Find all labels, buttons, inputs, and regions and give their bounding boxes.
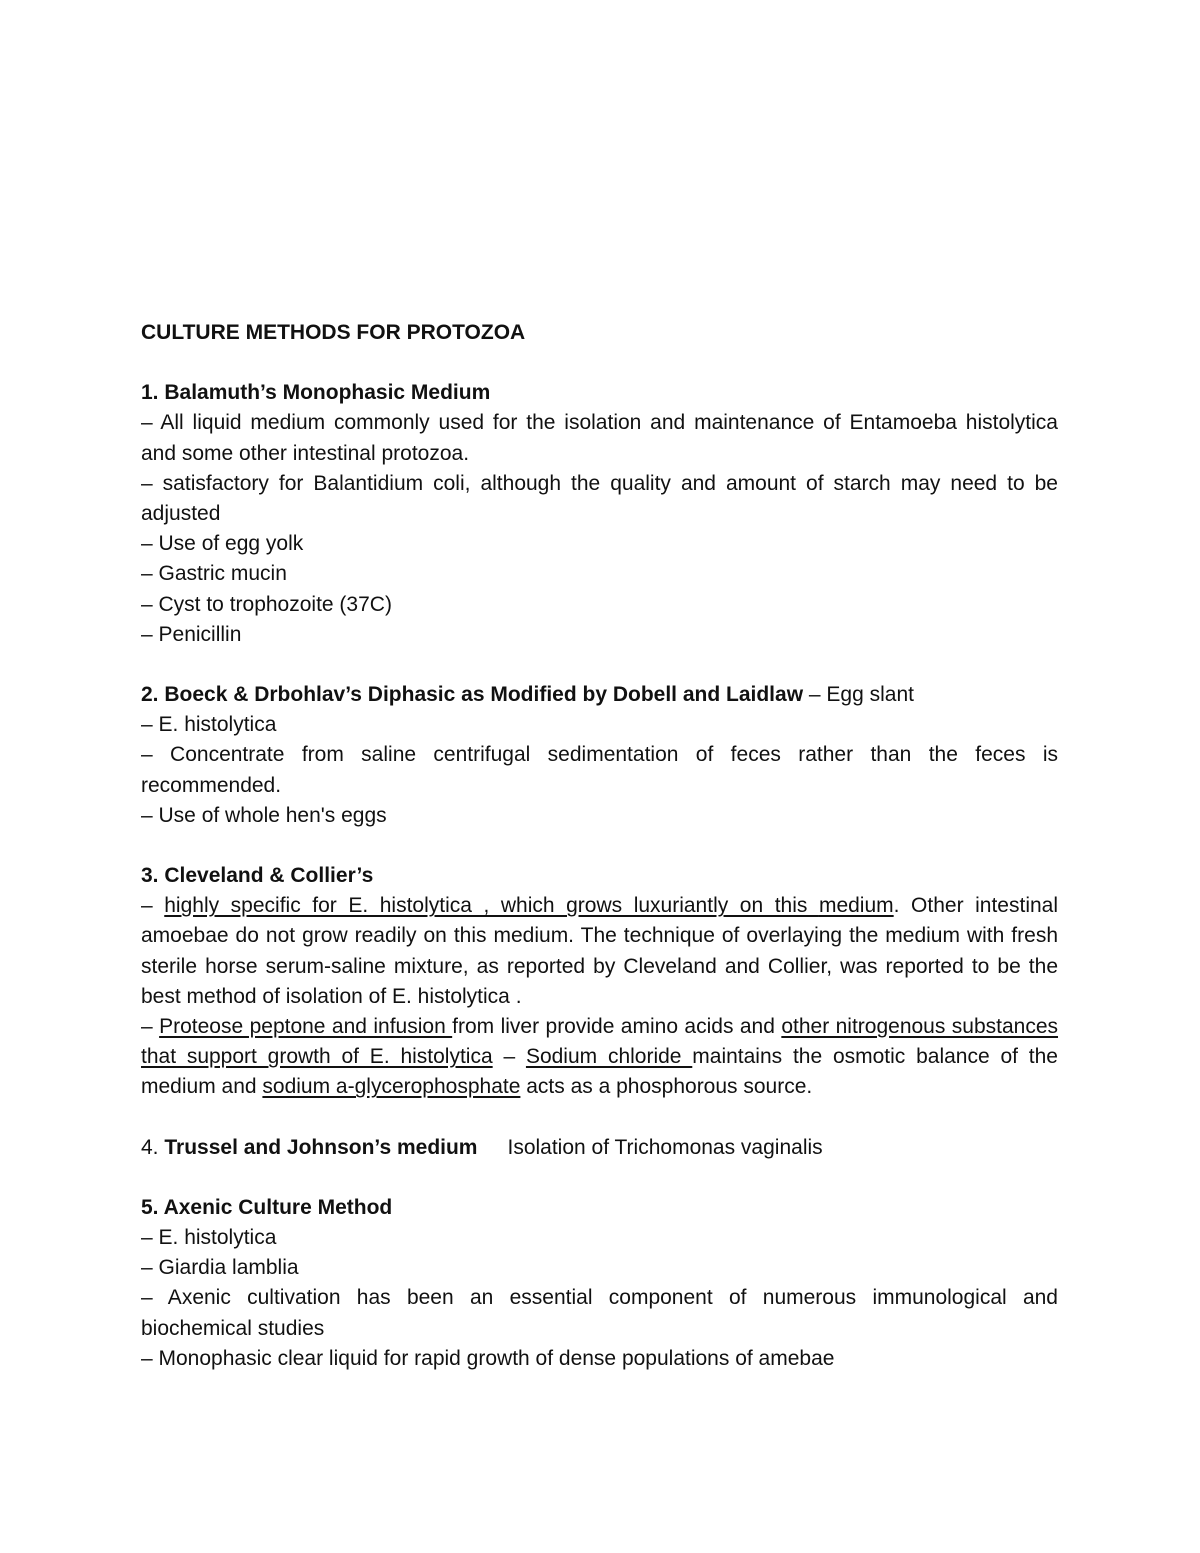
section-number: 4. [141,1135,165,1159]
section-trussel-johnson [141,1133,1058,1163]
text-run: acts as a phosphorous source. [520,1075,813,1099]
underlined-text: Proteose peptone and infusion [159,1015,453,1039]
underlined-text: highly specific for E. histolytica , which grows luxuriantly on this [164,894,819,918]
list-item: – Axenic cultivation has been an essential component of numerous immunological and biochemical studies [141,1286,1058,1340]
underlined-text: medium [818,894,894,918]
list-item: – Gastric mucin [141,562,287,586]
text-run: . Other intestinal amoebae do not grow readily on this medium. The technique of overlaying the medium with fresh sterile horse serum-saline mixture, as reported by Cleveland and Collier, was reported to be the best method of isolation of E. histolytica . [141,894,1059,1008]
list-item: – E. histolytica [141,1226,277,1250]
underlined-text: other nitrogenous substances that support growth of E. histolytica [141,1015,1059,1069]
list-item: – Concentrate from saline centrifugal sedimentation of feces rather than the feces is recommended. [141,743,1058,797]
dash: – [141,1015,160,1039]
list-item: – Use of egg yolk [141,532,304,556]
section-boeck-drbohlav [141,680,1058,831]
document-body [141,318,1058,1374]
paragraph [141,891,1058,1012]
section-heading-row [141,1133,1058,1163]
heading-note: – Egg slant [803,683,914,707]
underlined-text: sodium a-glycerophosphate [262,1075,521,1099]
list-item: – Cyst to trophozoite (37C) [141,592,392,616]
section-heading: 2. Boeck & Drbohlav’s Diphasic as Modified by Dobell and Laidlaw [141,683,804,707]
underlined-text: Sodium chloride [525,1045,693,1069]
list-item: – Monophasic clear liquid for rapid growth of dense populations of amebae [141,1346,835,1370]
text-run: maintains the osmotic balance of the medium and [141,1045,1058,1099]
section-heading: 5. Axenic Culture Method [141,1195,393,1219]
text-run: – [492,1045,526,1069]
list-item: – satisfactory for Balantidium coli, although the quality and amount of starch may need to be adjusted [141,471,1058,526]
section-axenic [141,1193,1058,1374]
section-heading: 1. Balamuth’s Monophasic Medium [141,381,491,405]
paragraph [141,1012,1058,1103]
section-heading: Trussel and Johnson’s medium [164,1135,478,1159]
document-title: CULTURE METHODS FOR PROTOZOA [141,321,526,344]
text-run: from liver provide amino acids and [452,1015,782,1039]
list-item: – All liquid medium commonly used for the isolation and maintenance of Entamoeba histolytica and some other intestinal protozoa. [141,411,1058,465]
list-item: – Use of whole hen's eggs [141,803,387,827]
list-item: – Giardia lamblia [141,1256,299,1280]
heading-note: Isolation of Trichomonas vaginalis [507,1135,823,1159]
section-cleveland-collier [141,861,1058,1103]
dash: – [141,894,165,918]
section-balamuth [141,378,1058,650]
section-heading: 3. Cleveland & Collier’s [141,864,374,888]
section-heading-row [141,680,1058,710]
list-item: – E. histolytica [141,713,277,737]
list-item: – Penicillin [141,622,242,646]
